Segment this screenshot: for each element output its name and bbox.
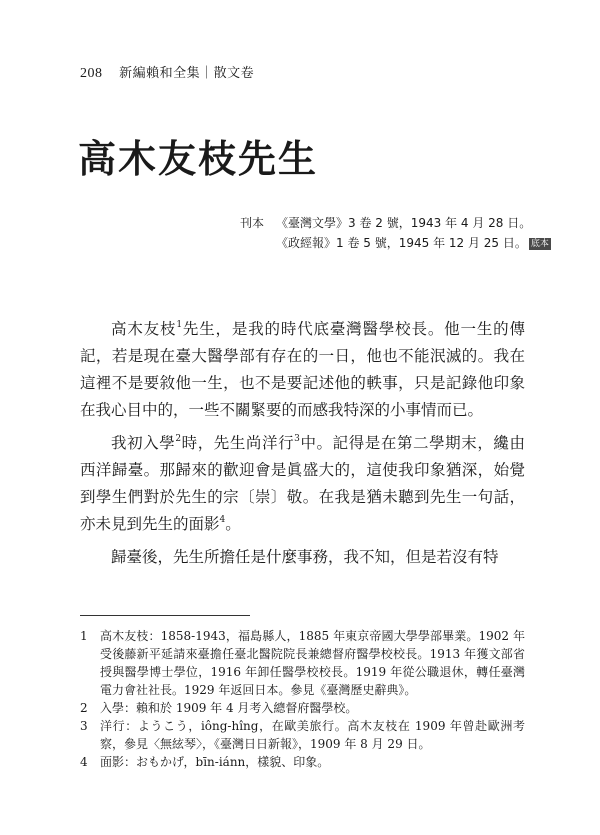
footnote-number: 2 [80,701,88,715]
footnote-text: 洋行：ようこう，iông-hîng，在歐美旅行。高木友枝在 1909 年曾赴歐洲考察，參見〈無絃琴〉，《臺灣日日新報》，1909 年 8 月 29 日。 [100,719,525,751]
footnote-ref-3: 3 [294,434,300,444]
footnote-ref-4: 4 [219,515,226,525]
text-run: 。 [225,515,241,533]
base-text-badge: 底本 [530,239,549,249]
text-run: 時，先生尚洋行 [181,434,295,452]
paragraph-3: 歸臺後，先生所擔任是什麼事務，我不知，但是若沒有特 [111,548,499,566]
footnote-text: 高木友枝：1858-1943，福島縣人，1885 年東京帝國大學學部畢業。1902 年受後藤新平延請來臺擔任臺北醫院院長兼總督府醫學校校長。1913 年獲文部省授與醫學博士學位，1916 年卸任醫學校校長。1919 年從公職退休，轉任臺灣電力會社社長。1929 年返回日本。參見《臺灣歷史辭典》。 [100,629,525,697]
text-run: 高木友枝 [111,320,177,338]
text-run: 我初入學 [111,434,176,452]
footnote-number: 3 [80,719,88,733]
footnote [80,753,525,771]
footnote-ref-1: 1 [176,320,183,330]
running-header [80,62,254,82]
page-number: 208 [80,66,103,81]
footnote [80,699,525,717]
footnote [80,627,525,699]
footnote-divider [80,615,250,616]
text-run: 中。記得是在第二學期末，纔由西洋歸臺。那歸來的歡迎會是眞盛大的，這使我印象猶深，始覺到學生們對於先生的宗〔崇〕敬。在我是猶未聽到先生一句話，亦未見到先生的面影 [80,434,525,533]
source-line-1: 《臺灣文學》3 卷 2 號，1943 年 4 月 28 日。 [276,216,532,230]
source-row-1 [240,213,551,233]
article-body [80,316,525,577]
footnote-text: 面影：おもかげ，bīn-iánn，樣貌、印象。 [100,755,330,769]
source-line-2: 《政經報》1 卷 5 號，1945 年 12 月 25 日。 [276,236,527,250]
footnote-number: 1 [80,629,88,643]
footnote-number: 4 [80,755,88,769]
footnote-text: 入學：賴和於 1909 年 4 月考入總督府醫學校。 [100,701,358,715]
text-run: 先生，是我的時代底臺灣醫學校長。他一生的傳記，若是現在臺大醫學部有存在的一日，他也不能泯滅的。我在這裡不是要敘他一生，也不是要記述他的軼事，只是記錄他印象在我心目中的，一些不關緊要的而感我特深的小事情而已。 [80,320,525,419]
article-title: 高木友枝先生 [78,137,319,181]
source-row-2 [240,233,551,253]
footnote-ref-2: 2 [175,434,182,444]
book-title: 新編賴和全集｜散文卷 [119,66,255,81]
footnote [80,717,525,753]
source-label: 刊本 [240,216,265,230]
paragraph-2 [80,430,525,538]
paragraph-1 [80,316,525,424]
footnotes [80,627,525,771]
source-info [240,213,551,253]
